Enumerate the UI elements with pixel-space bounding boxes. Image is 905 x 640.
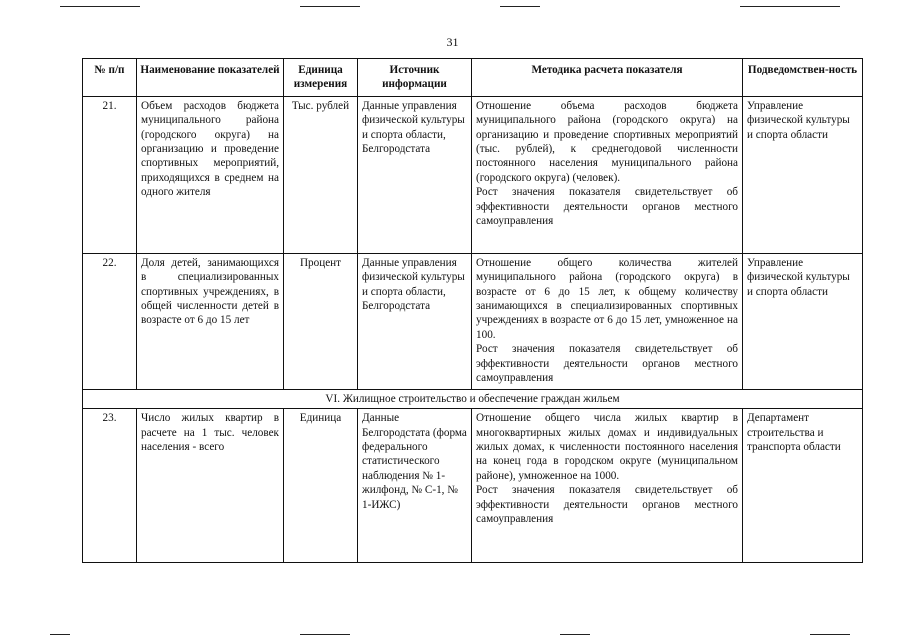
top-edge-line bbox=[300, 6, 360, 7]
method-text: Отношение общего количества жителей муниципального района (городского округа) в возрасте от 6 до 15 лет, к общему количеству занимающихся в специализированных спортивных учреждениях в возрасте от 6 до 15 лет, умноженное на 100. bbox=[476, 256, 738, 341]
section-row bbox=[83, 389, 863, 408]
indicator-name: Объем расходов бюджета муниципального района (городского округа) на организацию и проведение спортивных мероприятий, приходящихся в среднем на одного жителя bbox=[137, 96, 284, 253]
method-text: Отношение общего числа жилых квартир в многоквартирных жилых домах и индивидуальных жилых домах, к численности постоянного населения на конец года в городском округе (муниципальном районе), умноженное на 1000. bbox=[476, 412, 738, 482]
method bbox=[472, 253, 743, 389]
method bbox=[472, 409, 743, 563]
top-edge-line bbox=[740, 6, 840, 7]
bottom-edge-line bbox=[300, 634, 350, 635]
header-num: № п/п bbox=[83, 59, 137, 97]
department: Департамент строительства и транспорта области bbox=[743, 409, 863, 563]
top-edge-line bbox=[500, 6, 540, 7]
row-number: 21. bbox=[83, 96, 137, 253]
header-dept: Подведомствен-ность bbox=[743, 59, 863, 97]
method-note: Рост значения показателя свидетельствует об эффективности деятельности органов местного самоуправления bbox=[476, 484, 738, 526]
bottom-edge-line bbox=[560, 634, 590, 635]
indicator-name: Число жилых квартир в расчете на 1 тыс. человек населения - всего bbox=[137, 409, 284, 563]
top-edge-line bbox=[60, 6, 140, 7]
row-number: 22. bbox=[83, 253, 137, 389]
unit: Процент bbox=[284, 253, 358, 389]
header-source: Источник информации bbox=[358, 59, 472, 97]
department: Управление физической культуры и спорта области bbox=[743, 96, 863, 253]
section-title: VI. Жилищное строительство и обеспечение граждан жильем bbox=[83, 389, 863, 408]
source: Данные управления физической культуры и спорта области, Белгородстата bbox=[358, 253, 472, 389]
bottom-edge-line bbox=[50, 634, 70, 635]
header-method: Методика расчета показателя bbox=[472, 59, 743, 97]
method bbox=[472, 96, 743, 253]
header-name: Наименование показателей bbox=[137, 59, 284, 97]
header-unit: Единица измерения bbox=[284, 59, 358, 97]
page-number: 31 bbox=[446, 35, 459, 49]
indicator-name: Доля детей, занимающихся в специализированных спортивных учреждениях, в общей численности детей в возрасте от 6 до 15 лет bbox=[137, 253, 284, 389]
bottom-edge-line bbox=[810, 634, 850, 635]
table-row bbox=[83, 253, 863, 389]
method-note: Рост значения показателя свидетельствует об эффективности деятельности органов местного самоуправления bbox=[476, 343, 738, 385]
source: Данные Белгородстата (форма федерального статистического наблюдения № 1-жилфонд, № С-1, № 1-ИЖС) bbox=[358, 409, 472, 563]
method-note: Рост значения показателя свидетельствует об эффективности деятельности органов местного самоуправления bbox=[476, 186, 738, 228]
source: Данные управления физической культуры и спорта области, Белгородстата bbox=[358, 96, 472, 253]
table-header-row bbox=[83, 59, 863, 97]
method-text: Отношение объема расходов бюджета муниципального района (городского округа) на организацию и проведение спортивных мероприятий (тыс. рублей), к среднегодовой численности постоянного населения муниципального района (городского округа) (человек). bbox=[476, 99, 738, 184]
table-row bbox=[83, 96, 863, 253]
row-number: 23. bbox=[83, 409, 137, 563]
department: Управление физической культуры и спорта области bbox=[743, 253, 863, 389]
indicators-table bbox=[82, 58, 863, 563]
table-row bbox=[83, 409, 863, 563]
unit: Единица bbox=[284, 409, 358, 563]
unit: Тыс. рублей bbox=[284, 96, 358, 253]
